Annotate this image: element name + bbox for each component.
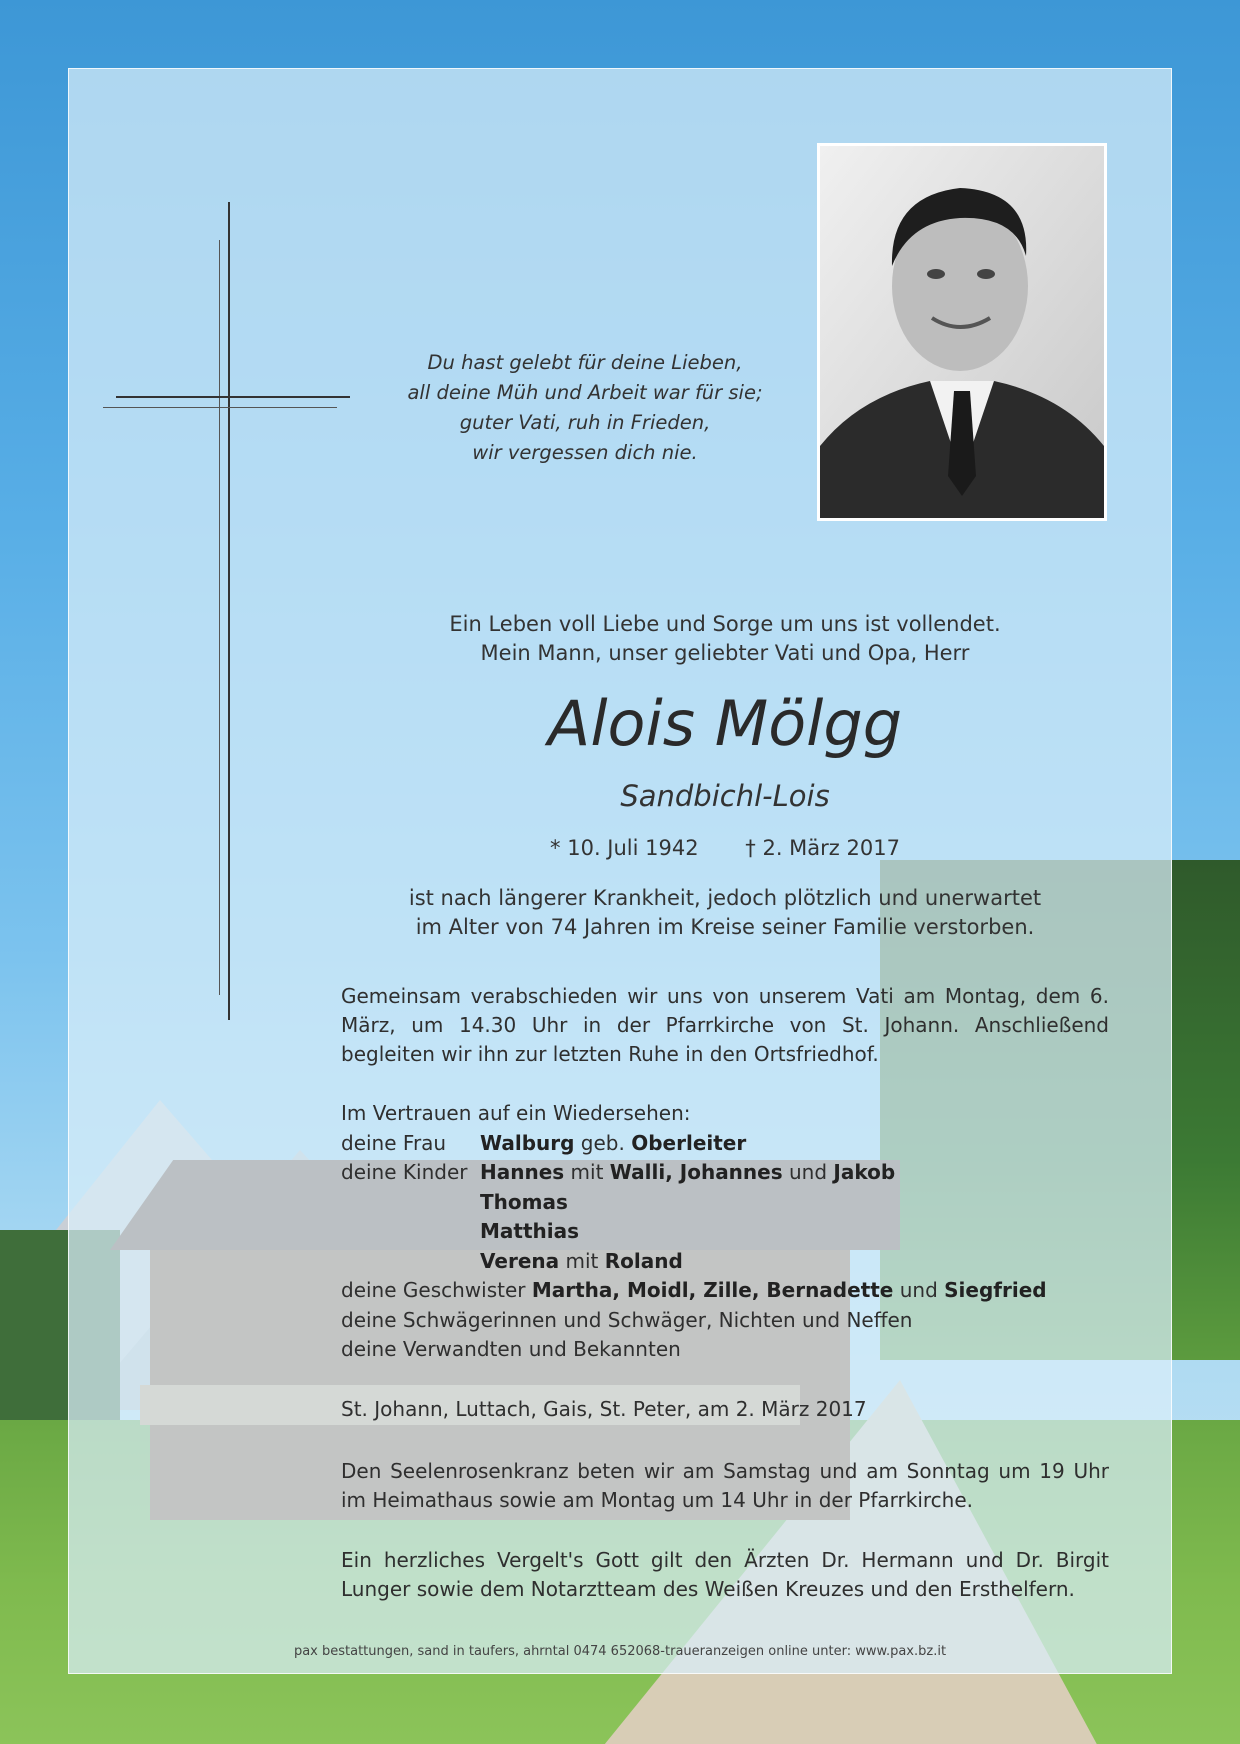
thanks-text: Ein herzliches Vergelt's Gott gilt den Ärzten Dr. Hermann und Dr. Birgit Lunger sowie dem Notarztteam des Weißen Kreuzes und den Ersthelfern.	[341, 1548, 1109, 1601]
family-children-row	[341, 1158, 1109, 1188]
poem-line: Du hast gelebt für deine Lieben,	[427, 351, 743, 374]
family-wife-row	[341, 1129, 1109, 1159]
family-child-row	[341, 1217, 1109, 1247]
cross-vertical-line	[219, 240, 220, 995]
footer-text: pax bestattungen, sand in taufers, ahrntal 0474 652068-traueranzeigen online unter: www.pax.bz.it	[293, 1644, 947, 1659]
child-name: Hannes	[480, 1160, 565, 1184]
family-child-row	[341, 1188, 1109, 1218]
rosary-info: Den Seelenrosenkranz beten wir am Samstag und am Sonntag um 19 Uhr im Heimathaus sowie am Montag um 14 Uhr in der Pfarrkirche.	[341, 1459, 1109, 1512]
portrait-photo	[817, 143, 1107, 521]
children-value	[480, 1158, 895, 1187]
family-list	[341, 1099, 1109, 1365]
life-dates	[300, 832, 1150, 864]
wife-maiden-name: Oberleiter	[631, 1130, 747, 1155]
wife-label: deine Frau	[341, 1130, 447, 1155]
deceased-nickname: Sandbichl-Lois	[620, 779, 830, 813]
birth-date: * 10. Juli 1942	[550, 836, 699, 860]
children-label: deine Kinder	[341, 1160, 468, 1184]
intro-line: Mein Mann, unser geliebter Vati und Opa, Herr	[480, 641, 970, 665]
death-notice-line: im Alter von 74 Jahren im Kreise seiner Familie verstorben.	[415, 915, 1035, 939]
siblings-label: deine Geschwister	[341, 1278, 532, 1302]
intro-line: Ein Leben voll Liebe und Sorge um uns ist vollendet.	[449, 612, 1001, 636]
child-name: Matthias	[480, 1219, 580, 1243]
intro-text	[300, 610, 1150, 668]
child-name: Thomas	[480, 1189, 568, 1214]
cross-horizontal-line	[103, 407, 337, 408]
memorial-poem	[380, 348, 790, 468]
poem-line: guter Vati, ruh in Frieden,	[459, 411, 711, 434]
sibling-names: Martha, Moidl, Zille, Bernadette	[531, 1278, 894, 1302]
cross-vertical-line	[228, 202, 230, 1020]
inlaws-text: deine Schwägerinnen und Schwäger, Nichten und Neffen	[341, 1307, 913, 1332]
portrait-image	[820, 146, 1104, 518]
und-text: und	[782, 1160, 834, 1184]
poem-line: all deine Müh und Arbeit war für sie;	[407, 381, 763, 404]
wife-name: Walburg	[480, 1130, 575, 1155]
mit-text: mit	[564, 1160, 610, 1184]
mit-text: mit	[559, 1248, 605, 1273]
family-heading-text: Im Vertrauen auf ein Wiedersehen:	[341, 1101, 691, 1125]
geb-text: geb.	[574, 1130, 632, 1155]
family-relatives-row	[341, 1335, 1109, 1365]
death-notice	[300, 884, 1150, 942]
relatives-text: deine Verwandten und Bekannten	[341, 1337, 681, 1361]
child-name: Jakob	[833, 1160, 896, 1184]
death-notice-line: ist nach längerer Krankheit, jedoch plötzlich und unerwartet	[408, 886, 1042, 910]
siblings-value	[341, 1276, 1047, 1305]
poem-line: wir vergessen dich nie.	[472, 441, 698, 464]
family-heading	[341, 1099, 1109, 1129]
family-inlaws-row	[341, 1306, 1109, 1336]
wife-value	[480, 1129, 746, 1158]
family-siblings-row	[341, 1276, 1109, 1306]
cross-horizontal-line	[116, 396, 350, 398]
und-text: und	[893, 1278, 945, 1302]
partner-name: Roland	[604, 1248, 683, 1273]
place-date: St. Johann, Luttach, Gais, St. Peter, am 2. März 2017	[341, 1397, 867, 1421]
sibling-name: Siegfried	[944, 1278, 1047, 1302]
family-child-row	[341, 1247, 1109, 1277]
partner-names: Walli, Johannes	[609, 1160, 783, 1184]
deceased-name: Alois Mölgg	[547, 687, 903, 760]
death-date: † 2. März 2017	[745, 836, 900, 860]
funeral-info: Gemeinsam verabschieden wir uns von unserem Vati am Montag, dem 6. März, um 14.30 Uhr in der Pfarrkirche von St. Johann. Anschließend begleiten wir ihn zur letzten Ruhe in den Ortsfriedhof.	[341, 984, 1109, 1066]
child-name: Verena	[480, 1248, 560, 1273]
